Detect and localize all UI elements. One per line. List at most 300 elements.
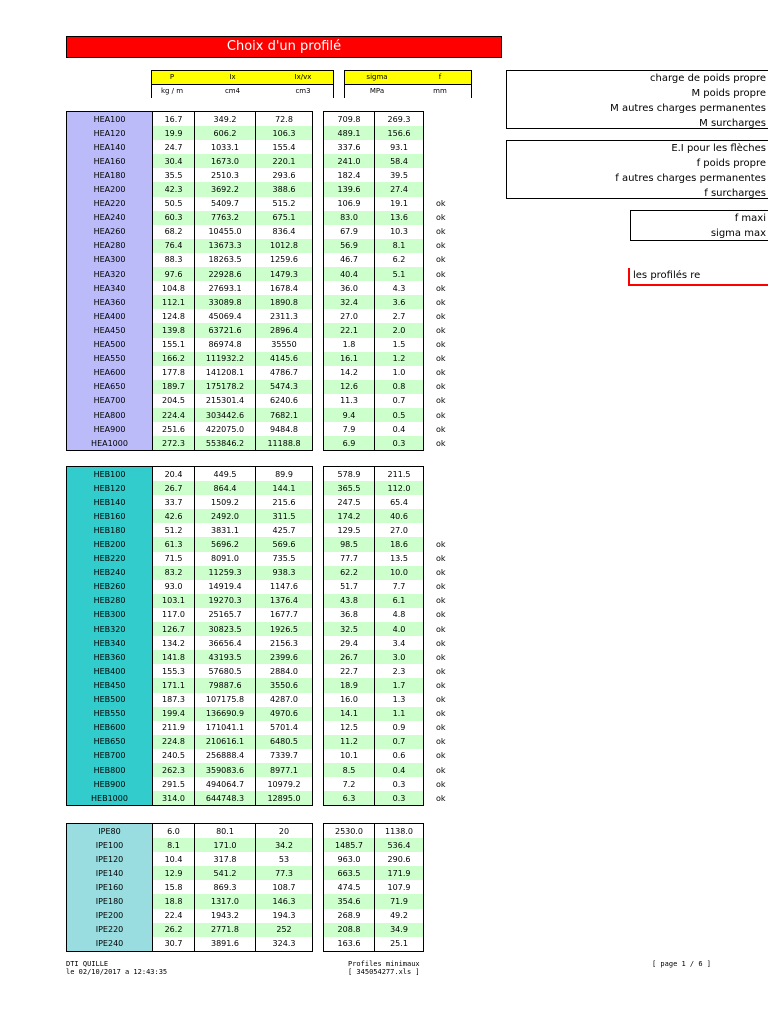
profile-name-cell: HEB100 — [67, 467, 153, 482]
f-cell: 0.3 — [375, 791, 424, 806]
ixvx-cell: 3550.6 — [256, 678, 313, 692]
ixvx-cell: 2399.6 — [256, 650, 313, 664]
f-cell: 1.3 — [375, 693, 424, 707]
f-cell: 13.5 — [375, 552, 424, 566]
f-cell: 25.1 — [375, 937, 424, 952]
footer-left — [66, 960, 167, 976]
ok-cell: ok — [424, 323, 477, 337]
profile-name-cell: IPE220 — [67, 923, 153, 937]
ix-cell: 3831.1 — [195, 523, 256, 537]
hea-table — [66, 111, 477, 451]
p-cell: 26.2 — [153, 923, 195, 937]
ixvx-cell: 6480.5 — [256, 735, 313, 749]
table-row — [67, 182, 477, 196]
table-row — [67, 678, 477, 692]
ok-cell — [424, 140, 477, 154]
table-row — [67, 552, 477, 566]
f-cell: 0.7 — [375, 735, 424, 749]
profile-name-cell: HEA900 — [67, 422, 153, 436]
f-cell: 10.3 — [375, 225, 424, 239]
profile-name-cell: HEB340 — [67, 636, 153, 650]
ok-cell — [424, 112, 477, 127]
f-cell: 4.0 — [375, 622, 424, 636]
table-row — [67, 366, 477, 380]
table-row — [67, 267, 477, 281]
table-row — [67, 909, 477, 923]
ix-cell: 10455.0 — [195, 225, 256, 239]
deflection-line: f poids propre — [696, 158, 766, 169]
f-cell: 6.2 — [375, 253, 424, 267]
profile-name-cell: HEA140 — [67, 140, 153, 154]
p-cell: 22.4 — [153, 909, 195, 923]
f-cell: 3.0 — [375, 650, 424, 664]
table-row — [67, 295, 477, 309]
p-cell: 8.1 — [153, 838, 195, 852]
gap-cell — [313, 909, 324, 923]
gap-cell — [313, 253, 324, 267]
gap-cell — [313, 608, 324, 622]
ix-cell: 2492.0 — [195, 509, 256, 523]
profile-name-cell: IPE200 — [67, 909, 153, 923]
p-cell: 204.5 — [153, 394, 195, 408]
table-row — [67, 824, 477, 839]
profile-name-cell: HEB1000 — [67, 791, 153, 806]
ix-cell: 27693.1 — [195, 281, 256, 295]
profile-name-cell: HEA600 — [67, 366, 153, 380]
gap-cell — [313, 523, 324, 537]
gap-cell — [313, 281, 324, 295]
sigma-cell: 241.0 — [324, 154, 375, 168]
f-cell: 112.0 — [375, 481, 424, 495]
header-row-names — [152, 71, 333, 84]
table-row — [67, 777, 477, 791]
ix-cell: 171.0 — [195, 838, 256, 852]
deflection-box — [506, 140, 768, 199]
p-cell: 103.1 — [153, 594, 195, 608]
profile-name-cell: HEA180 — [67, 168, 153, 182]
p-cell: 224.4 — [153, 408, 195, 422]
ix-cell: 86974.8 — [195, 338, 256, 352]
ix-cell: 107175.8 — [195, 693, 256, 707]
f-cell: 1.7 — [375, 678, 424, 692]
profile-name-cell: HEB160 — [67, 509, 153, 523]
p-cell: 141.8 — [153, 650, 195, 664]
ok-cell: ok — [424, 197, 477, 211]
profile-name-cell: HEB260 — [67, 580, 153, 594]
table-row — [67, 408, 477, 422]
sigma-cell: 16.0 — [324, 693, 375, 707]
ix-cell: 14919.4 — [195, 580, 256, 594]
ix-cell: 864.4 — [195, 481, 256, 495]
f-cell: 58.4 — [375, 154, 424, 168]
ixvx-cell: 515.2 — [256, 197, 313, 211]
gap-cell — [313, 721, 324, 735]
column-header-group-results — [344, 70, 472, 98]
header-f: f — [438, 73, 442, 81]
f-cell: 0.5 — [375, 408, 424, 422]
ok-cell: ok — [424, 749, 477, 763]
gap-cell — [313, 495, 324, 509]
f-cell: 156.6 — [375, 126, 424, 140]
ixvx-cell: 20 — [256, 824, 313, 839]
table-row — [67, 309, 477, 323]
gap-cell — [313, 436, 324, 451]
ok-cell: ok — [424, 707, 477, 721]
profile-name-cell: HEB900 — [67, 777, 153, 791]
ixvx-cell: 7339.7 — [256, 749, 313, 763]
ixvx-cell: 7682.1 — [256, 408, 313, 422]
sigma-cell: 182.4 — [324, 168, 375, 182]
gap-cell — [313, 594, 324, 608]
table-row — [67, 693, 477, 707]
profile-name-cell: IPE240 — [67, 937, 153, 952]
p-cell: 104.8 — [153, 281, 195, 295]
gap-cell — [313, 866, 324, 880]
table-row — [67, 608, 477, 622]
ix-cell: 644748.3 — [195, 791, 256, 806]
ix-cell: 36656.4 — [195, 636, 256, 650]
f-cell: 0.3 — [375, 777, 424, 791]
ixvx-cell: 6240.6 — [256, 394, 313, 408]
table-row — [67, 923, 477, 937]
gap-cell — [313, 154, 324, 168]
p-cell: 166.2 — [153, 352, 195, 366]
p-cell: 20.4 — [153, 467, 195, 482]
f-cell: 39.5 — [375, 168, 424, 182]
p-cell: 139.8 — [153, 323, 195, 337]
sigma-cell: 10.1 — [324, 749, 375, 763]
ix-cell: 1673.0 — [195, 154, 256, 168]
ixvx-cell: 89.9 — [256, 467, 313, 482]
gap-cell — [313, 197, 324, 211]
f-cell: 71.9 — [375, 894, 424, 908]
ok-cell: ok — [424, 608, 477, 622]
f-cell: 8.1 — [375, 239, 424, 253]
ixvx-cell: 2884.0 — [256, 664, 313, 678]
profile-name-cell: HEB200 — [67, 537, 153, 551]
gap-cell — [313, 323, 324, 337]
profile-name-cell: HEA1000 — [67, 436, 153, 451]
table-row — [67, 735, 477, 749]
ok-cell — [424, 838, 477, 852]
ok-cell: ok — [424, 295, 477, 309]
ok-cell: ok — [424, 636, 477, 650]
table-row — [67, 481, 477, 495]
table-row — [67, 225, 477, 239]
profile-name-cell: HEB220 — [67, 552, 153, 566]
ixvx-cell: 108.7 — [256, 880, 313, 894]
ixvx-cell: 4145.6 — [256, 352, 313, 366]
ok-cell: ok — [424, 566, 477, 580]
ok-cell — [424, 154, 477, 168]
ixvx-cell: 144.1 — [256, 481, 313, 495]
ixvx-cell: 11188.8 — [256, 436, 313, 451]
ok-cell: ok — [424, 552, 477, 566]
sigma-cell: 56.9 — [324, 239, 375, 253]
ok-cell: ok — [424, 253, 477, 267]
deflection-line: f surcharges — [704, 188, 766, 199]
ixvx-cell: 10979.2 — [256, 777, 313, 791]
ixvx-cell: 4786.7 — [256, 366, 313, 380]
ok-cell: ok — [424, 338, 477, 352]
sigma-cell: 51.7 — [324, 580, 375, 594]
profile-name-cell: HEA650 — [67, 380, 153, 394]
p-cell: 187.3 — [153, 693, 195, 707]
f-cell: 0.4 — [375, 422, 424, 436]
gap-cell — [313, 352, 324, 366]
f-cell: 4.3 — [375, 281, 424, 295]
sigma-cell: 7.9 — [324, 422, 375, 436]
ix-cell: 256888.4 — [195, 749, 256, 763]
p-cell: 30.7 — [153, 937, 195, 952]
ok-cell: ok — [424, 239, 477, 253]
ix-cell: 1509.2 — [195, 495, 256, 509]
sigma-cell: 77.7 — [324, 552, 375, 566]
p-cell: 71.5 — [153, 552, 195, 566]
footer-file: [ 345054277.xls ] — [348, 968, 420, 976]
profile-name-cell: HEB400 — [67, 664, 153, 678]
gap-cell — [313, 552, 324, 566]
sigma-cell: 16.1 — [324, 352, 375, 366]
sigma-cell: 2530.0 — [324, 824, 375, 839]
ixvx-cell: 735.5 — [256, 552, 313, 566]
profile-name-cell: HEA320 — [67, 267, 153, 281]
ok-cell — [424, 937, 477, 952]
footer-sheet: Profiles minimaux — [348, 960, 420, 968]
sigma-cell: 163.6 — [324, 937, 375, 952]
ix-cell: 136690.9 — [195, 707, 256, 721]
sigma-cell: 27.0 — [324, 309, 375, 323]
ok-cell: ok — [424, 380, 477, 394]
f-cell: 1.1 — [375, 707, 424, 721]
ixvx-cell: 106.3 — [256, 126, 313, 140]
ok-cell: ok — [424, 422, 477, 436]
ixvx-cell: 675.1 — [256, 211, 313, 225]
table-row — [67, 495, 477, 509]
sigma-cell: 247.5 — [324, 495, 375, 509]
p-cell: 171.1 — [153, 678, 195, 692]
ix-cell: 1317.0 — [195, 894, 256, 908]
ixvx-cell: 5701.4 — [256, 721, 313, 735]
ixvx-cell: 34.2 — [256, 838, 313, 852]
f-cell: 0.6 — [375, 749, 424, 763]
ixvx-cell: 836.4 — [256, 225, 313, 239]
ix-cell: 175178.2 — [195, 380, 256, 394]
ok-cell — [424, 866, 477, 880]
profile-name-cell: HEA260 — [67, 225, 153, 239]
f-cell: 171.9 — [375, 866, 424, 880]
ix-cell: 606.2 — [195, 126, 256, 140]
gap-cell — [313, 880, 324, 894]
p-cell: 177.8 — [153, 366, 195, 380]
load-line: M surcharges — [699, 118, 766, 129]
gap-cell — [313, 225, 324, 239]
gap-cell — [313, 467, 324, 482]
table-row — [67, 537, 477, 551]
gap-cell — [313, 338, 324, 352]
sigma-cell: 1485.7 — [324, 838, 375, 852]
p-cell: 26.7 — [153, 481, 195, 495]
ok-cell: ok — [424, 664, 477, 678]
ok-cell: ok — [424, 281, 477, 295]
ixvx-cell: 2896.4 — [256, 323, 313, 337]
f-cell: 2.7 — [375, 309, 424, 323]
ixvx-cell: 1678.4 — [256, 281, 313, 295]
deflection-line: E.I pour les flèches — [671, 143, 766, 154]
profile-name-cell: HEB320 — [67, 622, 153, 636]
p-cell: 12.9 — [153, 866, 195, 880]
ix-cell: 30823.5 — [195, 622, 256, 636]
p-cell: 126.7 — [153, 622, 195, 636]
table-row — [67, 253, 477, 267]
table-row — [67, 352, 477, 366]
f-cell: 40.6 — [375, 509, 424, 523]
sigma-cell: 67.9 — [324, 225, 375, 239]
p-cell: 314.0 — [153, 791, 195, 806]
header-sigma: sigma — [366, 73, 388, 81]
ok-cell — [424, 909, 477, 923]
ix-cell: 5409.7 — [195, 197, 256, 211]
ok-cell — [424, 523, 477, 537]
profile-name-cell: HEA160 — [67, 154, 153, 168]
ix-cell: 8091.0 — [195, 552, 256, 566]
table-row — [67, 112, 477, 127]
footer-page: [ page 1 / 6 ] — [652, 960, 712, 968]
profile-name-cell: IPE100 — [67, 838, 153, 852]
p-cell: 24.7 — [153, 140, 195, 154]
sigma-cell: 8.5 — [324, 763, 375, 777]
ixvx-cell: 9484.8 — [256, 422, 313, 436]
profile-name-cell: HEB280 — [67, 594, 153, 608]
header-p-unit: kg / m — [160, 87, 184, 95]
gap-cell — [313, 537, 324, 551]
profile-name-cell: HEB600 — [67, 721, 153, 735]
sigma-cell: 174.2 — [324, 509, 375, 523]
table-row — [67, 211, 477, 225]
sigma-cell: 36.0 — [324, 281, 375, 295]
ixvx-cell: 194.3 — [256, 909, 313, 923]
p-cell: 76.4 — [153, 239, 195, 253]
profile-name-cell: HEA800 — [67, 408, 153, 422]
gap-cell — [313, 295, 324, 309]
profile-name-cell: HEB360 — [67, 650, 153, 664]
p-cell: 251.6 — [153, 422, 195, 436]
p-cell: 50.5 — [153, 197, 195, 211]
ix-cell: 45069.4 — [195, 309, 256, 323]
gap-cell — [313, 791, 324, 806]
ix-cell: 541.2 — [195, 866, 256, 880]
table-row — [67, 140, 477, 154]
sigma-cell: 32.4 — [324, 295, 375, 309]
sigma-cell: 29.4 — [324, 636, 375, 650]
p-cell: 117.0 — [153, 608, 195, 622]
gap-cell — [313, 182, 324, 196]
gap-cell — [313, 239, 324, 253]
p-cell: 18.8 — [153, 894, 195, 908]
ok-cell — [424, 509, 477, 523]
ok-cell — [424, 894, 477, 908]
ix-cell: 43193.5 — [195, 650, 256, 664]
profile-name-cell: HEB500 — [67, 693, 153, 707]
sigma-cell: 7.2 — [324, 777, 375, 791]
profile-name-cell: HEA550 — [67, 352, 153, 366]
gap-cell — [313, 735, 324, 749]
p-cell: 88.3 — [153, 253, 195, 267]
table-row — [67, 791, 477, 806]
f-cell: 18.6 — [375, 537, 424, 551]
f-cell: 65.4 — [375, 495, 424, 509]
sigma-cell: 22.7 — [324, 664, 375, 678]
p-cell: 155.1 — [153, 338, 195, 352]
f-cell: 4.8 — [375, 608, 424, 622]
ix-cell: 2510.3 — [195, 168, 256, 182]
p-cell: 83.2 — [153, 566, 195, 580]
ok-cell: ok — [424, 735, 477, 749]
table-row — [67, 197, 477, 211]
ix-cell: 57680.5 — [195, 664, 256, 678]
table-row — [67, 749, 477, 763]
gap-cell — [313, 664, 324, 678]
sigma-cell: 18.9 — [324, 678, 375, 692]
table-row — [67, 394, 477, 408]
gap-cell — [313, 481, 324, 495]
header-f-unit: mm — [433, 87, 447, 95]
ixvx-cell: 220.1 — [256, 154, 313, 168]
gap-cell — [313, 380, 324, 394]
profile-name-cell: HEA220 — [67, 197, 153, 211]
sigma-cell: 98.5 — [324, 537, 375, 551]
ok-cell: ok — [424, 777, 477, 791]
table-row — [67, 852, 477, 866]
header-ixvx: Ix/vx — [294, 73, 312, 81]
gap-cell — [313, 394, 324, 408]
ixvx-cell: 1376.4 — [256, 594, 313, 608]
ixvx-cell: 252 — [256, 923, 313, 937]
profile-name-cell: HEA500 — [67, 338, 153, 352]
ok-cell: ok — [424, 678, 477, 692]
footer-date: le 02/10/2017 a 12:43:35 — [66, 968, 168, 976]
p-cell: 97.6 — [153, 267, 195, 281]
p-cell: 60.3 — [153, 211, 195, 225]
ok-cell: ok — [424, 225, 477, 239]
ok-cell — [424, 852, 477, 866]
profile-name-cell: HEB800 — [67, 763, 153, 777]
ok-cell: ok — [424, 267, 477, 281]
p-cell: 272.3 — [153, 436, 195, 451]
p-cell: 224.8 — [153, 735, 195, 749]
sigma-cell: 963.0 — [324, 852, 375, 866]
ok-cell — [424, 495, 477, 509]
table-row — [67, 707, 477, 721]
profile-name-cell: HEB550 — [67, 707, 153, 721]
ipe-table — [66, 823, 477, 952]
profile-name-cell: HEA360 — [67, 295, 153, 309]
ixvx-cell: 1259.6 — [256, 253, 313, 267]
ix-cell: 19270.3 — [195, 594, 256, 608]
gap-cell — [313, 366, 324, 380]
ixvx-cell: 5474.3 — [256, 380, 313, 394]
ix-cell: 303442.6 — [195, 408, 256, 422]
sigma-cell: 578.9 — [324, 467, 375, 482]
profile-name-cell: HEA450 — [67, 323, 153, 337]
table-row — [67, 580, 477, 594]
sigma-cell: 40.4 — [324, 267, 375, 281]
p-cell: 10.4 — [153, 852, 195, 866]
f-cell: 1.2 — [375, 352, 424, 366]
profile-name-cell: IPE180 — [67, 894, 153, 908]
profile-name-cell: HEB240 — [67, 566, 153, 580]
gap-cell — [313, 894, 324, 908]
